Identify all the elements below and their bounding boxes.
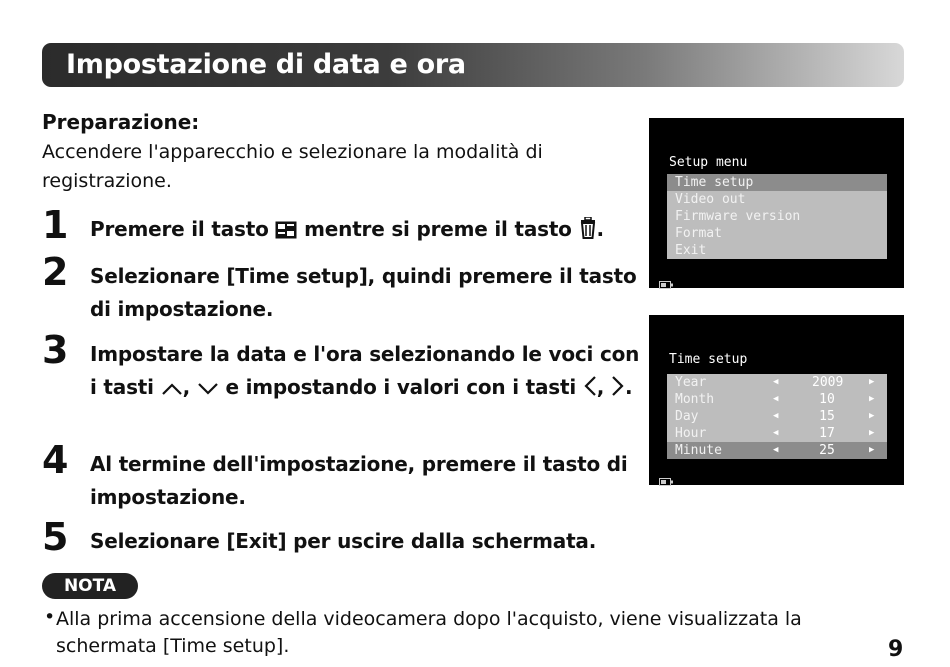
screen-title: Time setup bbox=[669, 352, 748, 367]
time-row-hour[interactable] bbox=[667, 425, 887, 442]
time-row-label: Hour bbox=[675, 426, 707, 441]
step-text: Selezionare [Time setup], quindi premere il tasto di impostazione. bbox=[90, 264, 637, 321]
note-badge: NOTA bbox=[42, 573, 138, 599]
step-text-separator: , bbox=[182, 375, 190, 399]
menu-item-video-out[interactable]: Video out bbox=[675, 192, 746, 207]
step-text-part: . bbox=[624, 375, 633, 399]
page-number: 9 bbox=[888, 637, 904, 662]
time-row-value: 10 bbox=[819, 392, 835, 407]
up-arrow-icon bbox=[161, 374, 183, 407]
note-body: Alla prima accensione della videocamera dopo l'acquisto, viene visualizzata la schermata [Time setup]. bbox=[56, 608, 802, 657]
setup-menu-list bbox=[667, 174, 887, 259]
time-row-minute[interactable] bbox=[667, 442, 887, 459]
menu-item-firmware-version[interactable]: Firmware version bbox=[675, 209, 801, 224]
time-row-value: 2009 bbox=[812, 375, 844, 390]
preparation-text: Accendere l'apparecchio e selezionare la modalità di registrazione. bbox=[42, 141, 543, 192]
screen-title: Setup menu bbox=[669, 155, 748, 170]
time-row-value: 17 bbox=[819, 426, 835, 441]
note-text bbox=[44, 606, 874, 660]
step-text-part: Premere il tasto bbox=[90, 217, 269, 241]
step-text-part: mentre si preme il tasto bbox=[304, 217, 572, 241]
right-arrow-icon bbox=[611, 374, 625, 407]
time-row-label: Day bbox=[675, 409, 699, 424]
step-number: 3 bbox=[42, 328, 69, 372]
time-row-value: 25 bbox=[819, 443, 835, 458]
step-number: 4 bbox=[42, 438, 69, 482]
right-arrow-icon[interactable]: ▶ bbox=[869, 377, 875, 387]
right-arrow-icon[interactable]: ▶ bbox=[869, 445, 875, 455]
title-bar bbox=[42, 43, 904, 87]
step-number: 2 bbox=[42, 250, 69, 294]
step-text bbox=[90, 213, 645, 249]
time-row-label: Year bbox=[675, 375, 707, 390]
right-arrow-icon[interactable]: ▶ bbox=[869, 428, 875, 438]
time-row-day[interactable] bbox=[667, 408, 887, 425]
menu-item-format[interactable]: Format bbox=[675, 226, 722, 241]
step-text: Selezionare [Exit] per uscire dalla schermata. bbox=[90, 529, 597, 553]
step-text-part: . bbox=[596, 217, 604, 241]
battery-icon bbox=[659, 274, 673, 293]
time-row-year[interactable] bbox=[667, 374, 887, 391]
menu-item-time-setup[interactable]: Time setup bbox=[667, 174, 887, 191]
time-row-value: 15 bbox=[819, 409, 835, 424]
time-row-label: Month bbox=[675, 392, 715, 407]
step-text bbox=[90, 338, 645, 407]
trash-icon bbox=[579, 216, 597, 249]
time-setup-list bbox=[667, 374, 887, 459]
battery-icon bbox=[659, 471, 673, 490]
note-bullet: • bbox=[44, 606, 56, 628]
time-row-label: Minute bbox=[675, 443, 722, 458]
down-arrow-icon bbox=[197, 374, 219, 407]
step-text-part: Impostare la data e l'ora selezionando le voci con i tasti bbox=[90, 342, 640, 399]
left-arrow-icon[interactable]: ◀ bbox=[773, 428, 779, 438]
left-arrow-icon[interactable]: ◀ bbox=[773, 411, 779, 421]
left-arrow-icon[interactable]: ◀ bbox=[773, 377, 779, 387]
step-text-part: e impostando i valori con i tasti bbox=[225, 375, 577, 399]
right-arrow-icon[interactable]: ▶ bbox=[869, 411, 875, 421]
step-text-separator: , bbox=[596, 375, 605, 399]
display-toggle-icon bbox=[275, 216, 297, 249]
left-arrow-icon[interactable]: ◀ bbox=[773, 445, 779, 455]
menu-item-exit[interactable]: Exit bbox=[675, 243, 707, 258]
setup-menu-screenshot bbox=[649, 118, 904, 288]
time-row-month[interactable] bbox=[667, 391, 887, 408]
preparation-heading: Preparazione: bbox=[42, 110, 200, 134]
right-arrow-icon[interactable]: ▶ bbox=[869, 394, 875, 404]
step-number: 5 bbox=[42, 515, 69, 559]
left-arrow-icon[interactable]: ◀ bbox=[773, 394, 779, 404]
step-text: Al termine dell'impostazione, premere il tasto di impostazione. bbox=[90, 452, 628, 509]
time-setup-screenshot bbox=[649, 315, 904, 485]
page-title: Impostazione di data e ora bbox=[66, 49, 466, 80]
left-arrow-icon bbox=[583, 374, 597, 407]
step-number: 1 bbox=[42, 203, 69, 247]
